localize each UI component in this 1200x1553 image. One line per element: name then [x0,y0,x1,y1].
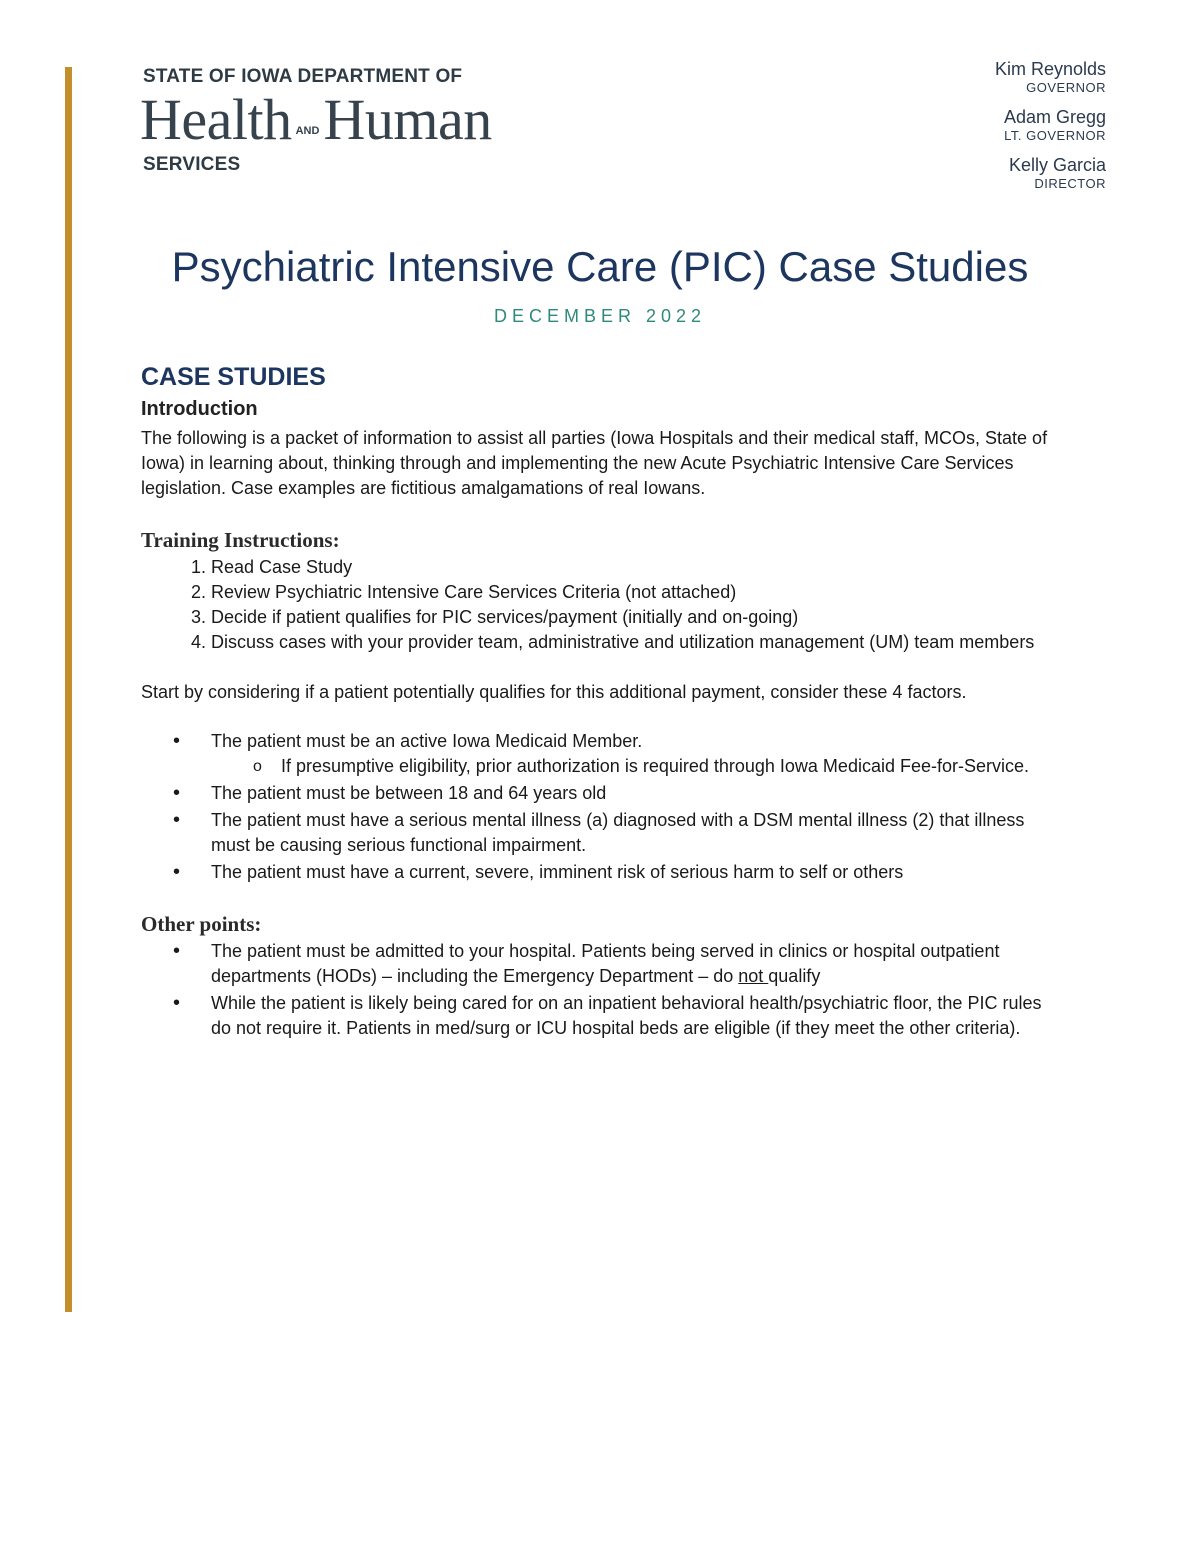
list-item: • The patient must be between 18 and 64 years old [211,781,1061,806]
list-item: 4. Discuss cases with your provider team, administrative and utilization management (UM) team members [211,630,1061,655]
official-role: GOVERNOR [1026,80,1106,95]
underlined-not: not [738,966,769,986]
introduction-paragraph: The following is a packet of information to assist all parties (Iowa Hospitals and their medical staff, MCOs, State of Iowa) in learning about, thinking through and implementing the new Acute Psychiatric Intensive Care Services legislation. Case examples are fictitious amalgamations of real Iowans. [141,428,1048,498]
official-director [846,155,1106,192]
document-title: Psychiatric Intensive Care (PIC) Case Studies [171,243,1029,290]
official-name: Adam Gregg [1003,107,1106,127]
introduction-heading: Introduction [141,398,258,420]
factor-sublist [211,754,1061,779]
logo-line-services: SERVICES [143,154,241,175]
qualifying-factors-list [141,729,1061,885]
official-role: DIRECTOR [1034,176,1106,191]
other-points-list [141,939,1061,1041]
official-lt-governor [846,107,1106,144]
list-item: 2. Review Psychiatric Intensive Care Services Criteria (not attached) [211,580,1061,605]
logo-word-and: AND [295,125,320,138]
document-date: DECEMBER 2022 [493,306,707,326]
case-studies-heading: CASE STUDIES [141,363,326,391]
list-item: o If presumptive eligibility, prior authorization is required through Iowa Medicaid Fee-for-Service. [281,754,1061,779]
list-item [211,939,1061,989]
hhs-logo [140,62,580,180]
other-point-text-end: qualify [768,966,821,986]
logo-word-health: Health [140,87,292,152]
official-name: Kelly Garcia [1008,155,1106,175]
logo-line-state: STATE OF IOWA DEPARTMENT OF [143,66,463,87]
list-item: • The patient must have a current, severe, imminent risk of serious harm to self or others [211,860,1061,885]
other-points-heading: Other points: [141,912,262,936]
training-steps-list [141,555,1061,655]
start-paragraph: Start by considering if a patient potentially qualifies for this additional payment, consider these 4 factors. [141,682,967,702]
list-item: • While the patient is likely being cared for on an inpatient behavioral health/psychiatric floor, the PIC rules do not require it. Patients in med/surg or ICU hospital beds are eligible (if they meet the other criteria). [211,991,1061,1041]
other-point-text: The patient must be admitted to your hospital. Patients being served in clinics or hospital outpatient departments (HODs) – including the Emergency Department – do [211,941,1000,986]
document-body [141,360,1061,1043]
logo-word-human: Human [323,87,492,152]
list-item [211,729,1061,779]
list-item: • The patient must have a serious mental illness (a) diagnosed with a DSM mental illness (2) that illness must be causing serious functional impairment. [211,808,1061,858]
officials-list [846,59,1106,203]
official-governor [846,59,1106,96]
list-item: 3. Decide if patient qualifies for PIC services/payment (initially and on-going) [211,605,1061,630]
logo-health-human [140,87,492,152]
list-item: 1. Read Case Study [211,555,1061,580]
official-role: LT. GOVERNOR [1004,128,1106,143]
official-name: Kim Reynolds [994,59,1106,79]
training-instructions-heading: Training Instructions: [141,528,340,552]
factor-text: The patient must be an active Iowa Medicaid Member. [211,731,643,751]
